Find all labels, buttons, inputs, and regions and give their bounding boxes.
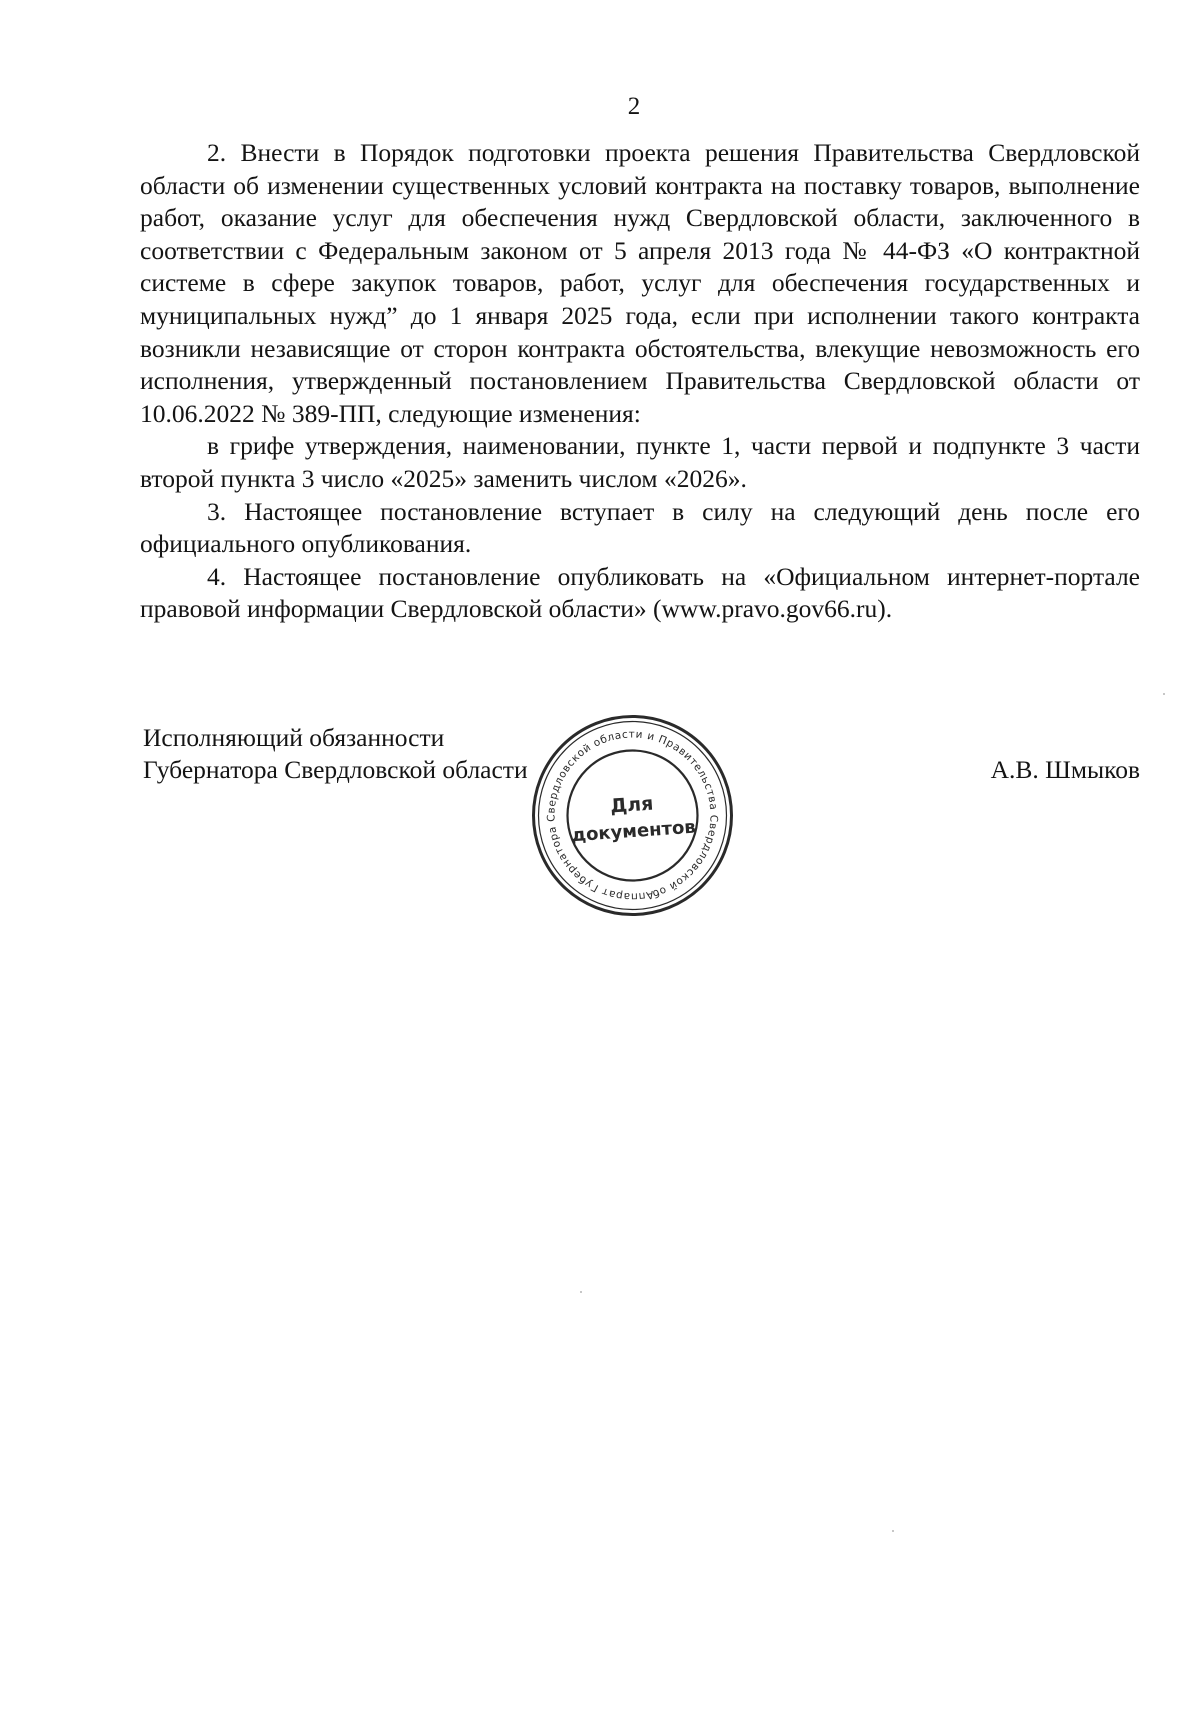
paragraph-effective-date: 3. Настоящее постановление вступает в силу на следующий день после его официального опубликования. (140, 496, 1140, 559)
signatory-position: Исполняющий обязанности Губернатора Свердловской области (143, 723, 528, 784)
seal-ring-text: Аппарат Губернатора Свердловской области и Правительства Свердловской области (545, 728, 720, 903)
scan-speck (892, 1530, 894, 1532)
paragraph-amendment: 2. Внести в Порядок подготовки проекта решения Правительства Свердловской области об изменении существенных условий контракта на поставку товаров, выполнение работ, оказание услуг для обеспечения нужд Свердловской области, заключенного в соответствии с Федеральным законом от 5 апреля 2013 года № 44-ФЗ «О контрактной системе в сфере закупок товаров, работ, услуг для обеспечения государственных и муниципальных нужд” до 1 января 2025 года, если при исполнении такого контракта возникли независящие от сторон контракта обстоятельства, влекущие невозможность его исполнения, утвержденный постановлением Правительства Свердловской области от 10.06.2022 № 389-ПП, следующие изменения: (140, 138, 1140, 428)
official-seal-stamp (530, 713, 735, 918)
signatory-name: А.В. Шмыков (990, 755, 1140, 784)
page-number: 2 (627, 93, 641, 120)
seal-icon (530, 713, 735, 918)
paragraph-amendment-detail: в грифе утверждения, наименовании, пункте 1, части первой и подпункте 3 части второй пункта 3 число «2025» заменить числом «2026». (140, 431, 1140, 493)
scan-speck (1163, 693, 1165, 695)
paragraph-publication: 4. Настоящее постановление опубликовать на «Официальном интернет-портале правовой информации Свердловской области» (www.pravo.gov66.ru). (140, 561, 1140, 624)
seal-center-text-2: документов (570, 816, 697, 847)
document-body (140, 137, 1140, 626)
scan-speck (580, 1291, 582, 1293)
seal-center-text-1: Для (609, 792, 655, 818)
